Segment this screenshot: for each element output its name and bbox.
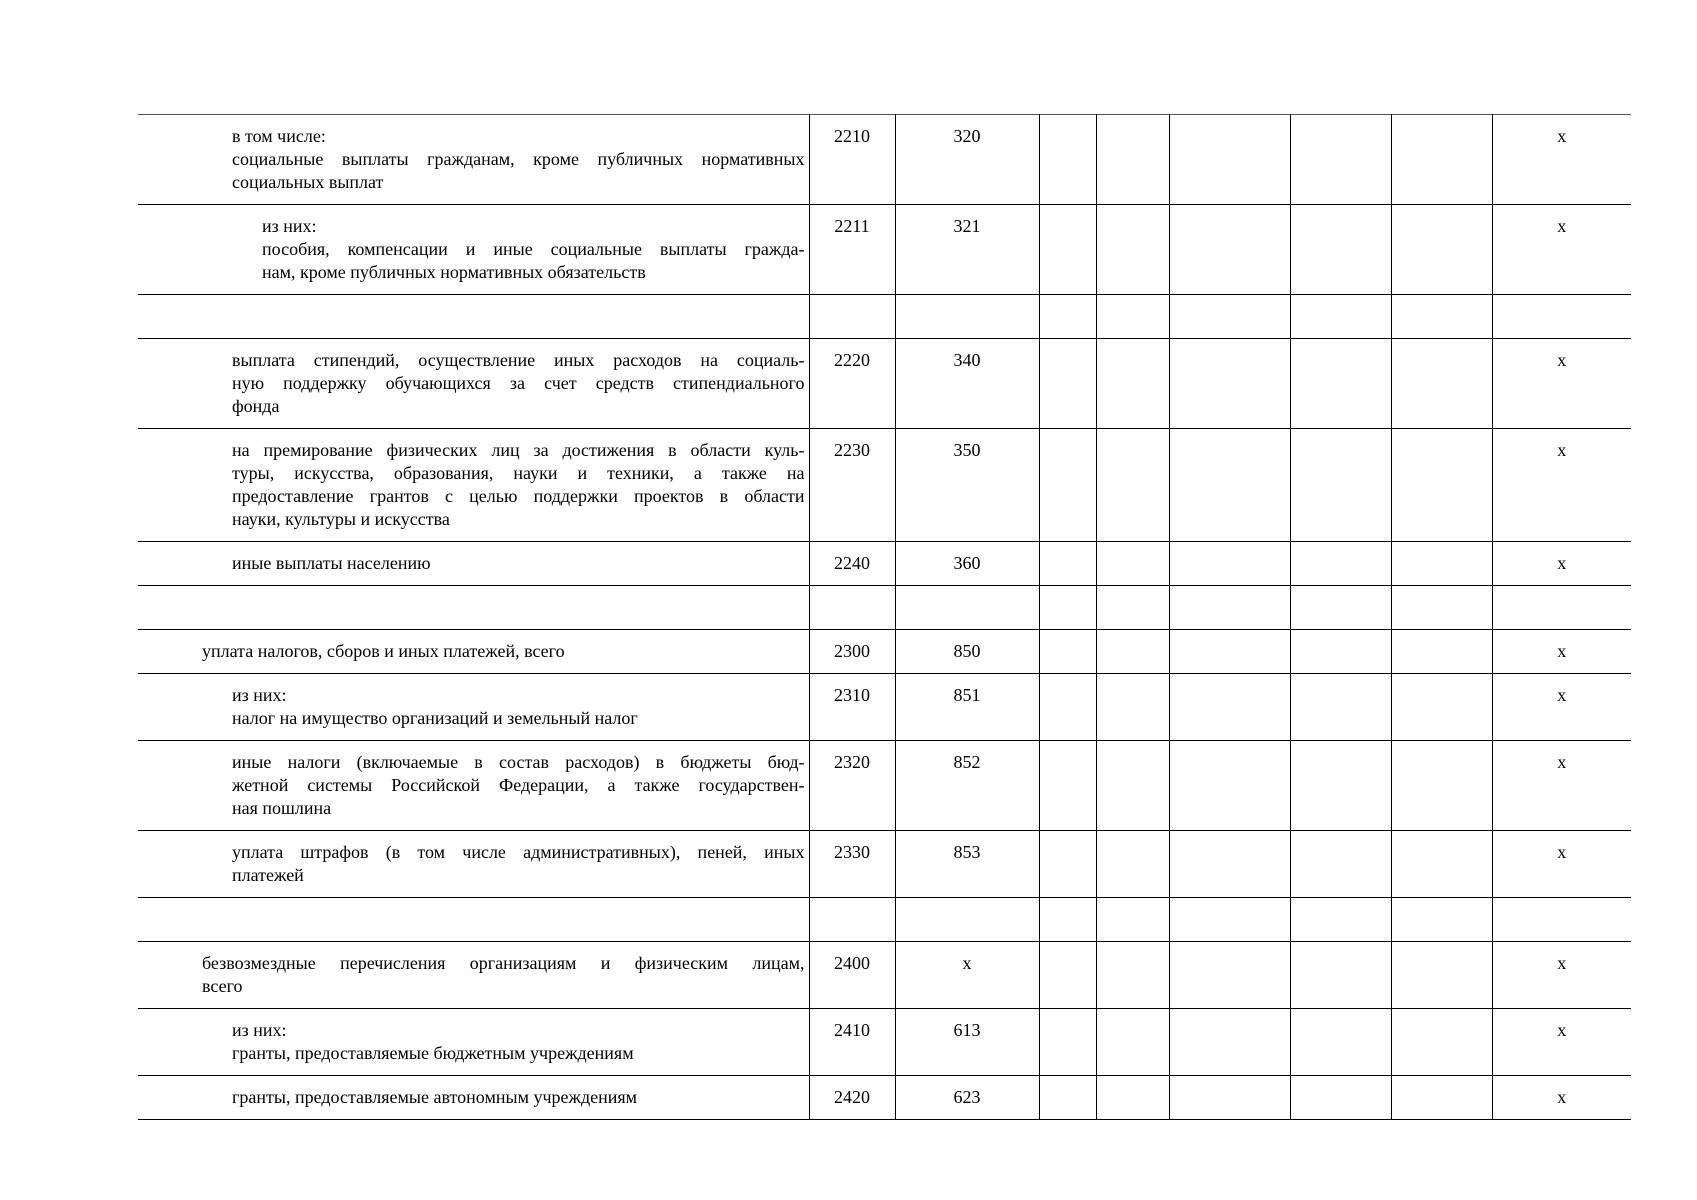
value-cell — [1039, 741, 1096, 831]
row-name-line: иные выплаты населению — [232, 553, 431, 573]
value-cell — [1039, 831, 1096, 898]
value-cell — [1391, 542, 1492, 586]
row-name-line: туры, искусства, образования, науки и техники, а также на — [232, 463, 805, 483]
table-row — [138, 1076, 1631, 1120]
value-cell — [1290, 831, 1391, 898]
value-cell — [1169, 429, 1290, 542]
row-name-line: иные налоги (включаемые в состав расходов) в бюджеты бюд- — [232, 752, 805, 772]
row-name-line: фонда — [232, 396, 280, 416]
value-cell — [1391, 942, 1492, 1009]
row-name-cell — [138, 741, 809, 831]
row-code: 2320 — [809, 741, 895, 831]
value-cell — [1096, 674, 1169, 741]
row-kbk: 350 — [895, 429, 1039, 542]
row-name-line: гранты, предоставляемые бюджетным учреждениям — [232, 1043, 634, 1063]
value-cell — [1290, 115, 1391, 205]
empty-cell — [1290, 295, 1391, 339]
row-name-line: уплата штрафов (в том числе административных), пеней, иных — [232, 842, 805, 862]
row-name-line: ная пошлина — [232, 798, 332, 818]
value-cell — [1290, 741, 1391, 831]
value-cell — [1391, 429, 1492, 542]
value-cell — [1290, 674, 1391, 741]
row-name-line: на премирование физических лиц за достижения в области куль- — [232, 440, 805, 460]
row-name-line: ную поддержку обучающихся за счет средств стипендиального — [232, 373, 805, 393]
value-cell — [1391, 205, 1492, 295]
row-name-cell — [138, 1076, 809, 1120]
row-code: 2420 — [809, 1076, 895, 1120]
empty-cell — [809, 586, 895, 630]
value-cell — [1169, 942, 1290, 1009]
value-cell — [1039, 942, 1096, 1009]
row-prefix: в том числе: — [232, 126, 326, 146]
row-last-mark: х — [1492, 831, 1631, 898]
empty-cell — [1290, 586, 1391, 630]
row-kbk: 320 — [895, 115, 1039, 205]
table-row — [138, 831, 1631, 898]
row-code: 2211 — [809, 205, 895, 295]
empty-cell — [1391, 586, 1492, 630]
value-cell — [1391, 630, 1492, 674]
row-name-cell — [138, 942, 809, 1009]
table-row — [138, 942, 1631, 1009]
value-cell — [1039, 205, 1096, 295]
row-name-line: пособия, компенсации и иные социальные выплаты гражда- — [262, 239, 805, 259]
value-cell — [1096, 205, 1169, 295]
value-cell — [1169, 339, 1290, 429]
value-cell — [1169, 630, 1290, 674]
row-name-line: гранты, предоставляемые автономным учреждениям — [232, 1087, 638, 1107]
row-last-mark: х — [1492, 1076, 1631, 1120]
row-code: 2410 — [809, 1009, 895, 1076]
empty-cell — [1039, 295, 1096, 339]
row-last-mark: х — [1492, 429, 1631, 542]
row-name-line: науки, культуры и искусства — [232, 509, 450, 529]
empty-cell — [138, 295, 809, 339]
value-cell — [1096, 542, 1169, 586]
value-cell — [1096, 741, 1169, 831]
value-cell — [1169, 1009, 1290, 1076]
value-cell — [1096, 831, 1169, 898]
empty-cell — [1290, 898, 1391, 942]
value-cell — [1290, 1009, 1391, 1076]
row-name-line: налог на имущество организаций и земельный налог — [232, 708, 638, 728]
row-name-cell — [138, 205, 809, 295]
value-cell — [1039, 630, 1096, 674]
value-cell — [1169, 205, 1290, 295]
budget-table — [138, 114, 1631, 1120]
value-cell — [1169, 1076, 1290, 1120]
value-cell — [1290, 429, 1391, 542]
table-row — [138, 115, 1631, 205]
row-name-cell — [138, 674, 809, 741]
row-kbk: х — [895, 942, 1039, 1009]
value-cell — [1169, 674, 1290, 741]
row-last-mark: х — [1492, 339, 1631, 429]
row-prefix: из них: — [232, 1020, 287, 1040]
row-name-line: выплата стипендий, осуществление иных расходов на социаль- — [232, 350, 805, 370]
row-code: 2400 — [809, 942, 895, 1009]
row-last-mark: х — [1492, 674, 1631, 741]
row-name-line: платежей — [232, 865, 304, 885]
row-last-mark: х — [1492, 741, 1631, 831]
table-row — [138, 630, 1631, 674]
empty-row — [138, 898, 1631, 942]
row-last-mark: х — [1492, 205, 1631, 295]
row-name-cell — [138, 429, 809, 542]
table-row — [138, 429, 1631, 542]
value-cell — [1096, 1009, 1169, 1076]
value-cell — [1096, 630, 1169, 674]
row-last-mark: х — [1492, 115, 1631, 205]
row-kbk: 623 — [895, 1076, 1039, 1120]
value-cell — [1391, 741, 1492, 831]
value-cell — [1290, 205, 1391, 295]
row-kbk: 852 — [895, 741, 1039, 831]
empty-cell — [138, 898, 809, 942]
row-last-mark: х — [1492, 630, 1631, 674]
empty-row — [138, 295, 1631, 339]
value-cell — [1169, 831, 1290, 898]
table-row — [138, 1009, 1631, 1076]
value-cell — [1290, 339, 1391, 429]
row-name-line: нам, кроме публичных нормативных обязательств — [262, 262, 646, 282]
empty-cell — [1039, 898, 1096, 942]
value-cell — [1039, 674, 1096, 741]
value-cell — [1039, 542, 1096, 586]
value-cell — [1096, 429, 1169, 542]
row-name-line: уплата налогов, сборов и иных платежей, всего — [202, 641, 565, 661]
value-cell — [1169, 115, 1290, 205]
value-cell — [1096, 115, 1169, 205]
empty-cell — [1096, 898, 1169, 942]
empty-cell — [895, 586, 1039, 630]
row-code: 2300 — [809, 630, 895, 674]
row-last-mark: х — [1492, 542, 1631, 586]
value-cell — [1290, 1076, 1391, 1120]
table-row — [138, 205, 1631, 295]
row-kbk: 613 — [895, 1009, 1039, 1076]
empty-cell — [1492, 586, 1631, 630]
empty-cell — [1039, 586, 1096, 630]
empty-cell — [1391, 295, 1492, 339]
value-cell — [1290, 630, 1391, 674]
empty-row — [138, 586, 1631, 630]
value-cell — [1039, 115, 1096, 205]
empty-cell — [895, 898, 1039, 942]
value-cell — [1391, 1076, 1492, 1120]
value-cell — [1096, 1076, 1169, 1120]
value-cell — [1169, 741, 1290, 831]
row-name-line: социальных выплат — [232, 172, 384, 192]
row-code: 2240 — [809, 542, 895, 586]
row-code: 2220 — [809, 339, 895, 429]
value-cell — [1290, 542, 1391, 586]
row-name-cell — [138, 115, 809, 205]
row-name-cell — [138, 542, 809, 586]
row-kbk: 851 — [895, 674, 1039, 741]
value-cell — [1039, 1009, 1096, 1076]
table-row — [138, 674, 1631, 741]
row-kbk: 340 — [895, 339, 1039, 429]
row-name-line: жетной системы Российской Федерации, а также государствен- — [232, 775, 805, 795]
empty-cell — [1096, 295, 1169, 339]
value-cell — [1169, 542, 1290, 586]
row-name-line: всего — [202, 976, 243, 996]
value-cell — [1391, 115, 1492, 205]
row-name-cell — [138, 831, 809, 898]
empty-cell — [138, 586, 809, 630]
row-name-cell — [138, 1009, 809, 1076]
row-kbk: 321 — [895, 205, 1039, 295]
table-row — [138, 542, 1631, 586]
value-cell — [1290, 942, 1391, 1009]
row-last-mark: х — [1492, 1009, 1631, 1076]
table-row — [138, 339, 1631, 429]
row-prefix: из них: — [262, 216, 317, 236]
empty-cell — [1169, 295, 1290, 339]
row-last-mark: х — [1492, 942, 1631, 1009]
empty-cell — [1169, 586, 1290, 630]
row-kbk: 850 — [895, 630, 1039, 674]
row-name-line: предоставление грантов с целью поддержки проектов в области — [232, 486, 805, 506]
empty-cell — [1391, 898, 1492, 942]
value-cell — [1096, 339, 1169, 429]
table-row — [138, 741, 1631, 831]
row-kbk: 360 — [895, 542, 1039, 586]
empty-cell — [1492, 295, 1631, 339]
empty-cell — [809, 898, 895, 942]
value-cell — [1039, 429, 1096, 542]
value-cell — [1391, 831, 1492, 898]
empty-cell — [1492, 898, 1631, 942]
row-code: 2210 — [809, 115, 895, 205]
row-prefix: из них: — [232, 685, 287, 705]
row-kbk: 853 — [895, 831, 1039, 898]
row-code: 2230 — [809, 429, 895, 542]
value-cell — [1391, 1009, 1492, 1076]
row-name-line: безвозмездные перечисления организациям и физическим лицам, — [202, 953, 805, 973]
value-cell — [1391, 674, 1492, 741]
value-cell — [1391, 339, 1492, 429]
empty-cell — [809, 295, 895, 339]
row-name-line: социальные выплаты гражданам, кроме публичных нормативных — [232, 149, 805, 169]
row-name-cell — [138, 339, 809, 429]
row-name-cell — [138, 630, 809, 674]
row-code: 2330 — [809, 831, 895, 898]
value-cell — [1039, 339, 1096, 429]
empty-cell — [1169, 898, 1290, 942]
empty-cell — [1096, 586, 1169, 630]
value-cell — [1096, 942, 1169, 1009]
row-code: 2310 — [809, 674, 895, 741]
empty-cell — [895, 295, 1039, 339]
value-cell — [1039, 1076, 1096, 1120]
